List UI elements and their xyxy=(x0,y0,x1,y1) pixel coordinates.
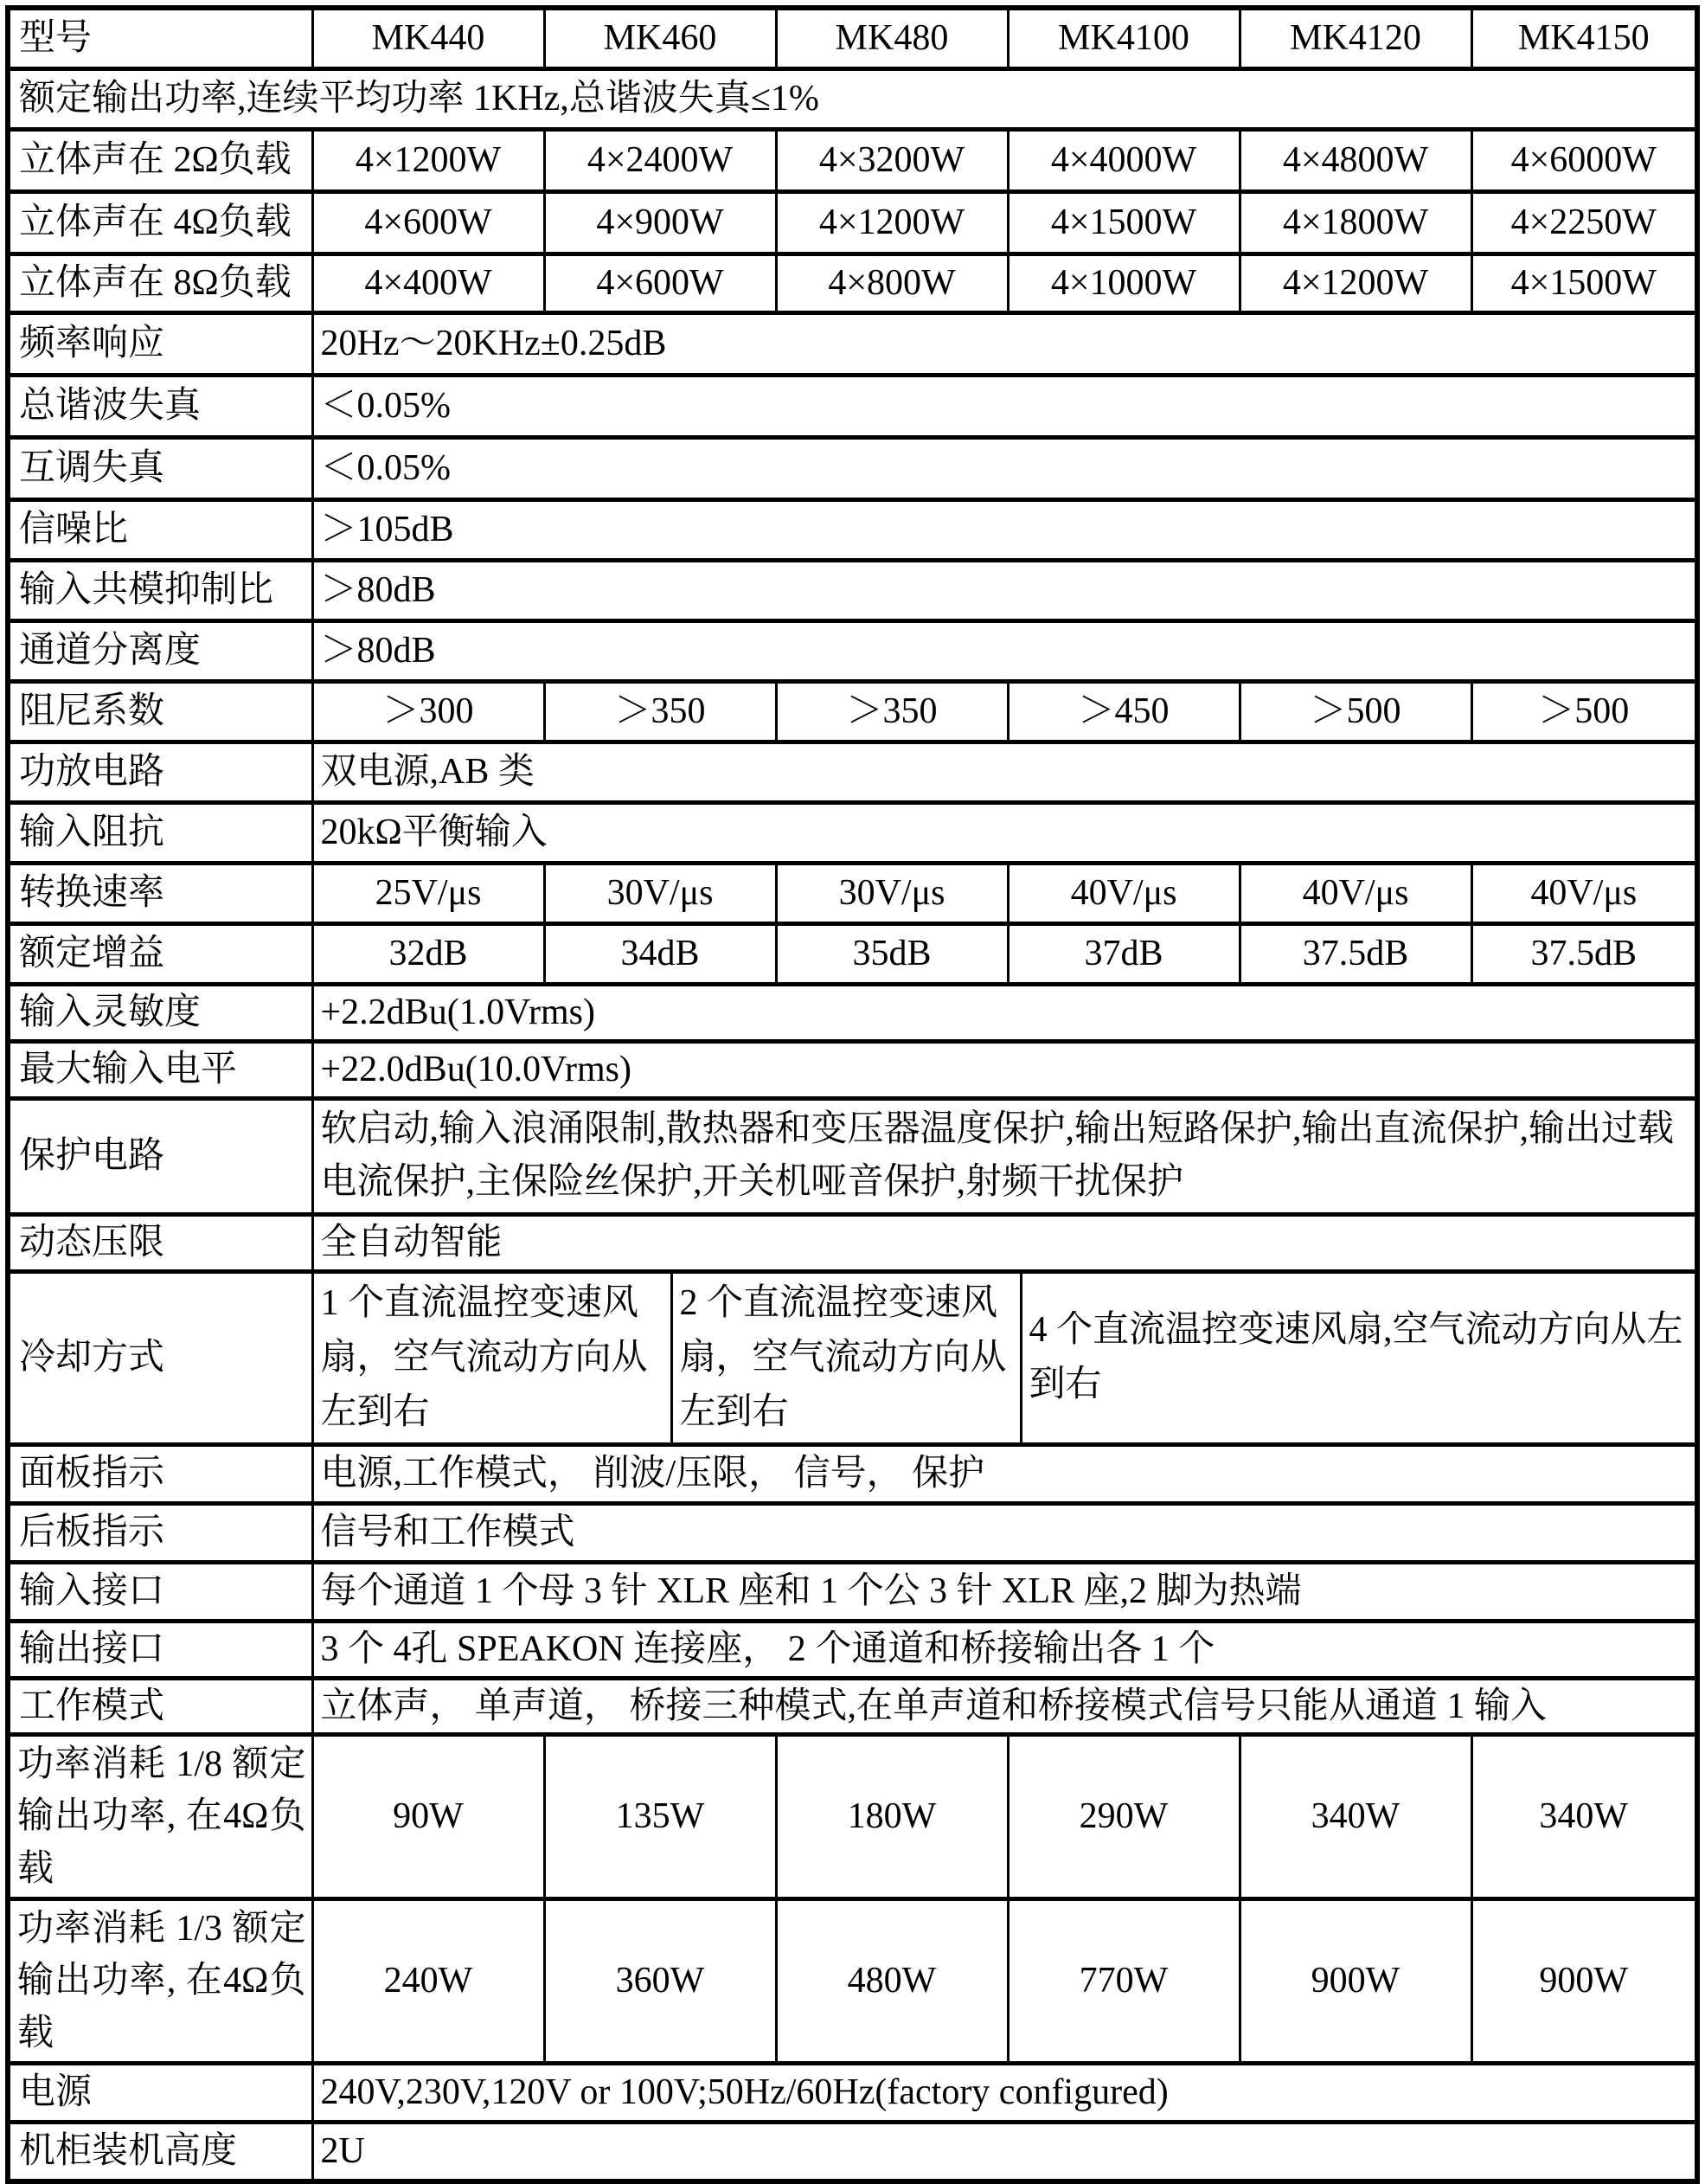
spec-label: 电源 xyxy=(8,2064,312,2123)
table-row-cooling xyxy=(8,1271,1697,1444)
spec-label: 动态压限 xyxy=(8,1214,312,1271)
spec-value: 240V,230V,120V or 100V;50Hz/60Hz(factory configured) xyxy=(312,2064,1697,2123)
spec-value: ＜0.05% xyxy=(312,437,1697,499)
spec-label: 总谐波失真 xyxy=(8,375,312,437)
spec-value-cell: 340W xyxy=(1471,1735,1697,1899)
table-row xyxy=(8,1678,1697,1735)
table-row xyxy=(8,984,1697,1041)
spec-value-cell: 30V/μs xyxy=(776,863,1008,923)
spec-label: 立体声在 8Ω负载 xyxy=(8,254,312,312)
spec-label: 功率消耗 1/3 额定输出功率, 在4Ω负载 xyxy=(8,1899,312,2064)
spec-value-cell: 4×400W xyxy=(312,254,544,312)
spec-value-cell: 30V/μs xyxy=(544,863,776,923)
spec-label: 频率响应 xyxy=(8,312,312,375)
spec-label: 输入共模抑制比 xyxy=(8,560,312,620)
spec-value-cell: 4×2400W xyxy=(544,129,776,191)
spec-value: 信号和工作模式 xyxy=(312,1503,1697,1562)
spec-label: 输出接口 xyxy=(8,1621,312,1678)
spec-value: 立体声， 单声道， 桥接三种模式,在单声道和桥接模式信号只能从通道 1 输入 xyxy=(312,1678,1697,1735)
spec-value-cell: 40V/μs xyxy=(1240,863,1471,923)
table-row xyxy=(8,2123,1697,2181)
spec-label: 最大输入电平 xyxy=(8,1041,312,1098)
spec-value-cell: 4×3200W xyxy=(776,129,1008,191)
spec-value-cell: 4×4800W xyxy=(1240,129,1471,191)
spec-value-cell: 35dB xyxy=(776,923,1008,984)
spec-value-cell: 40V/μs xyxy=(1008,863,1240,923)
spec-value-cell: 40V/μs xyxy=(1471,863,1697,923)
spec-value: 双电源,AB 类 xyxy=(312,742,1697,802)
table-row xyxy=(8,499,1697,560)
spec-value-cell: 4×800W xyxy=(776,254,1008,312)
spec-value-cell: ＞350 xyxy=(776,681,1008,742)
spec-value: ＞80dB xyxy=(312,620,1697,681)
spec-value-cell: 240W xyxy=(312,1899,544,2064)
spec-label: 额定增益 xyxy=(8,923,312,984)
spec-value-cell: 4×1200W xyxy=(776,191,1008,254)
table-row xyxy=(8,254,1697,312)
spec-value-cell: ＞450 xyxy=(1008,681,1240,742)
spec-value-cell: 4×6000W xyxy=(1471,129,1697,191)
spec-value-cell: 37dB xyxy=(1008,923,1240,984)
spec-value-cell: 4×1500W xyxy=(1471,254,1697,312)
spec-value-cell: 32dB xyxy=(312,923,544,984)
spec-label: 功率消耗 1/8 额定输出功率, 在4Ω负载 xyxy=(8,1735,312,1899)
spec-value-cell: 4×1200W xyxy=(1240,254,1471,312)
spec-value: ＜0.05% xyxy=(312,375,1697,437)
spec-label: 阻尼系数 xyxy=(8,681,312,742)
spec-value-cell: 770W xyxy=(1008,1899,1240,2064)
table-row xyxy=(8,1041,1697,1098)
spec-value-cell: 4×600W xyxy=(312,191,544,254)
spec-label: 功放电路 xyxy=(8,742,312,802)
spec-value-cell: 900W xyxy=(1240,1899,1471,2064)
spec-table xyxy=(5,5,1700,2184)
spec-value-cell: 37.5dB xyxy=(1471,923,1697,984)
spec-value-cell: 4×1000W xyxy=(1008,254,1240,312)
model-header: MK4100 xyxy=(1008,8,1240,68)
section-title: 额定输出功率,连续平均功率 1KHz,总谐波失真≤1% xyxy=(8,68,1697,129)
spec-value: 软启动,输入浪涌限制,散热器和变压器温度保护,输出短路保护,输出直流保护,输出过载电流保护,主保险丝保护,开关机哑音保护,射频干扰保护 xyxy=(312,1098,1697,1214)
cooling-cell-medium: 2 个直流温控变速风扇，空气流动方向从左到右 xyxy=(670,1274,1020,1442)
table-row xyxy=(8,1098,1697,1214)
model-header: MK440 xyxy=(312,8,544,68)
table-row xyxy=(8,742,1697,802)
table-row xyxy=(8,1899,1697,2064)
spec-value: +22.0dBu(10.0Vrms) xyxy=(312,1041,1697,1098)
spec-label: 立体声在 4Ω负载 xyxy=(8,191,312,254)
table-row xyxy=(8,129,1697,191)
spec-value-cell: 4×1500W xyxy=(1008,191,1240,254)
spec-value: 20Hz～20KHz±0.25dB xyxy=(312,312,1697,375)
spec-value-cell: 37.5dB xyxy=(1240,923,1471,984)
spec-value-cell: 290W xyxy=(1008,1735,1240,1899)
table-row xyxy=(8,191,1697,254)
spec-value-cell: 4×1800W xyxy=(1240,191,1471,254)
spec-value: 全自动智能 xyxy=(312,1214,1697,1271)
table-row xyxy=(8,923,1697,984)
spec-label: 转换速率 xyxy=(8,863,312,923)
spec-value-cell: ＞500 xyxy=(1471,681,1697,742)
spec-value-cell: 4×1200W xyxy=(312,129,544,191)
spec-value: 3 个 4孔 SPEAKON 连接座， 2 个通道和桥接输出各 1 个 xyxy=(312,1621,1697,1678)
model-row-label: 型号 xyxy=(8,8,312,68)
table-row-section-header xyxy=(8,68,1697,129)
spec-value: ＞105dB xyxy=(312,499,1697,560)
spec-value: 每个通道 1 个母 3 针 XLR 座和 1 个公 3 针 XLR 座,2 脚为热端 xyxy=(312,1562,1697,1621)
spec-label: 机柜装机高度 xyxy=(8,2123,312,2181)
spec-value: 20kΩ平衡输入 xyxy=(312,802,1697,863)
model-header: MK480 xyxy=(776,8,1008,68)
table-row xyxy=(8,620,1697,681)
spec-value-cell: 25V/μs xyxy=(312,863,544,923)
spec-value: ＞80dB xyxy=(312,560,1697,620)
table-row xyxy=(8,1214,1697,1271)
spec-value-cell: 340W xyxy=(1240,1735,1471,1899)
spec-label: 面板指示 xyxy=(8,1444,312,1503)
table-row xyxy=(8,375,1697,437)
spec-value-cell: 34dB xyxy=(544,923,776,984)
spec-value-cell: 4×2250W xyxy=(1471,191,1697,254)
spec-label: 输入阻抗 xyxy=(8,802,312,863)
spec-value-cell: ＞300 xyxy=(312,681,544,742)
table-row xyxy=(8,802,1697,863)
table-row xyxy=(8,1621,1697,1678)
table-row xyxy=(8,1562,1697,1621)
spec-value-cell: 4×4000W xyxy=(1008,129,1240,191)
table-row xyxy=(8,312,1697,375)
spec-label: 输入接口 xyxy=(8,1562,312,1621)
table-row xyxy=(8,2064,1697,2123)
spec-value-cell: 4×600W xyxy=(544,254,776,312)
cooling-cells xyxy=(312,1271,1697,1444)
table-row xyxy=(8,1735,1697,1899)
spec-value: 2U xyxy=(312,2123,1697,2181)
spec-label: 工作模式 xyxy=(8,1678,312,1735)
table-row xyxy=(8,1503,1697,1562)
table-row xyxy=(8,1444,1697,1503)
spec-value-cell: 360W xyxy=(544,1899,776,2064)
table-row xyxy=(8,863,1697,923)
spec-value-cell: 135W xyxy=(544,1735,776,1899)
spec-label: 通道分离度 xyxy=(8,620,312,681)
spec-value-cell: ＞500 xyxy=(1240,681,1471,742)
spec-value-cell: 180W xyxy=(776,1735,1008,1899)
spec-value-cell: ＞350 xyxy=(544,681,776,742)
model-header: MK4150 xyxy=(1471,8,1697,68)
spec-value-cell: 4×900W xyxy=(544,191,776,254)
model-header: MK4120 xyxy=(1240,8,1471,68)
spec-label: 冷却方式 xyxy=(8,1271,312,1444)
table-row-models xyxy=(8,8,1697,68)
spec-value-cell: 90W xyxy=(312,1735,544,1899)
table-row xyxy=(8,560,1697,620)
model-header: MK460 xyxy=(544,8,776,68)
cooling-cell-large: 4 个直流温控变速风扇,空气流动方向从左到右 xyxy=(1020,1274,1695,1442)
cooling-cell-small: 1 个直流温控变速风扇，空气流动方向从左到右 xyxy=(320,1282,648,1432)
spec-label: 立体声在 2Ω负载 xyxy=(8,129,312,191)
spec-value-cell: 480W xyxy=(776,1899,1008,2064)
spec-label: 互调失真 xyxy=(8,437,312,499)
table-row xyxy=(8,437,1697,499)
spec-label: 信噪比 xyxy=(8,499,312,560)
spec-value: 电源,工作模式， 削波/压限， 信号， 保护 xyxy=(312,1444,1697,1503)
spec-value: +2.2dBu(1.0Vrms) xyxy=(312,984,1697,1041)
spec-label: 保护电路 xyxy=(8,1098,312,1214)
spec-label: 后板指示 xyxy=(8,1503,312,1562)
spec-label: 输入灵敏度 xyxy=(8,984,312,1041)
spec-value-cell: 900W xyxy=(1471,1899,1697,2064)
table-row xyxy=(8,681,1697,742)
